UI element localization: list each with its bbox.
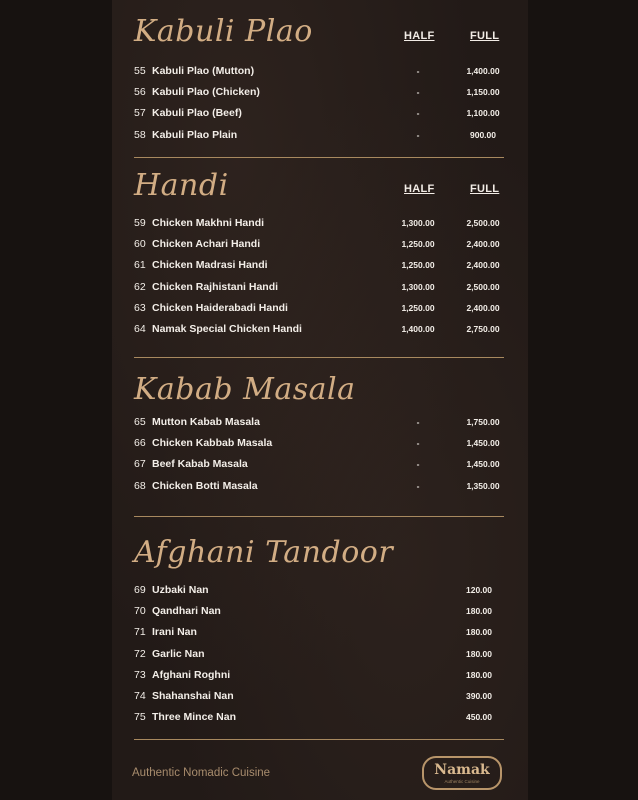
item-number: 56 [134,86,146,99]
menu-item [134,601,506,622]
menu-item [134,234,506,255]
menu-item [134,319,506,340]
item-name: Irani Nan [152,626,197,639]
menu-item [134,255,506,276]
item-name: Shahanshai Nan [152,689,234,702]
menu-item [134,125,506,146]
right-margin [528,0,638,800]
section-divider [134,739,504,740]
section-divider [134,516,504,517]
item-price: 180.00 [466,648,492,659]
item-full-price: 2,400.00 [466,239,500,250]
item-number: 63 [134,301,146,314]
menu-item [134,686,506,707]
item-number: 66 [134,437,146,450]
item-half-price: 1,400.00 [401,323,435,334]
item-number: 61 [134,259,146,272]
menu-item [134,665,506,686]
menu-item [134,454,506,475]
item-number: 70 [134,605,146,618]
item-half-price: - [416,438,420,449]
item-number: 71 [134,626,146,639]
logo-subtext: Authentic Cuisine [444,779,480,784]
item-full-price: 2,750.00 [466,323,500,334]
item-number: 73 [134,668,146,681]
item-half-price: - [416,480,420,491]
item-name: Chicken Makhni Handi [152,217,265,229]
item-number: 60 [134,238,146,251]
item-price: 180.00 [466,669,492,680]
item-price: 180.00 [466,606,492,617]
menu-item [134,644,506,665]
item-number: 58 [134,128,146,141]
left-margin [0,0,112,800]
item-price: 120.00 [466,585,492,595]
item-name: Kabuli Plao (Chicken) [152,86,260,99]
item-half-price: 1,250.00 [401,239,435,250]
full-column-header: FULL [470,183,500,195]
section-afghani-tandoor [134,535,506,735]
item-name: Chicken Haiderabadi Handi [152,301,288,314]
menu-item [134,412,506,433]
item-name: Chicken Botti Masala [152,479,258,492]
item-price: 390.00 [466,690,492,701]
section-title: Afghani Tandoor [134,535,394,570]
item-full-price: 1,150.00 [466,87,500,98]
item-name: Qandhari Nan [152,605,221,618]
item-half-price: 1,300.00 [401,218,435,228]
item-number: 75 [134,711,146,724]
section-divider [134,157,504,158]
half-column-header: HALF [404,30,435,42]
item-full-price: 2,500.00 [466,218,500,228]
item-name: Chicken Madrasi Handi [152,259,268,272]
item-number: 74 [134,689,146,702]
menu-item [134,622,506,643]
item-number: 62 [134,280,146,293]
item-half-price: - [416,129,420,140]
item-number: 65 [134,416,146,428]
item-number: 69 [134,584,146,596]
logo-text: Namak [434,762,490,778]
item-name: Namak Special Chicken Handi [152,322,302,335]
item-half-price: 1,250.00 [401,260,435,271]
item-number: 59 [134,217,146,229]
menu-item [134,707,506,728]
item-number: 68 [134,479,146,492]
item-name: Mutton Kabab Masala [152,416,260,428]
menu-item [134,61,506,82]
item-half-price: - [416,108,420,119]
item-full-price: 1,750.00 [466,417,500,427]
item-name: Chicken Kabbab Masala [152,437,273,450]
item-full-price: 2,400.00 [466,302,500,313]
item-name: Beef Kabab Masala [152,458,248,471]
item-name: Chicken Rajhistani Handi [152,280,279,293]
item-name: Kabuli Plao Plain [152,128,238,141]
item-number: 67 [134,458,146,471]
item-half-price: - [416,87,420,98]
tagline: Authentic Nomadic Cuisine [132,767,271,779]
item-number: 57 [134,107,146,120]
menu-item [134,298,506,319]
item-name: Kabuli Plao (Beef) [152,107,242,120]
section-kabuli-plao [134,14,506,144]
item-full-price: 2,400.00 [466,260,500,271]
item-full-price: 900.00 [470,129,496,140]
namak-logo [422,756,502,790]
section-title: Kabab Masala [134,372,356,407]
section-handi [134,168,506,348]
item-full-price: 1,350.00 [466,480,500,491]
menu-item [134,580,506,601]
item-full-price: 1,100.00 [466,108,500,119]
item-full-price: 1,450.00 [466,459,500,470]
menu-item [134,277,506,298]
item-name: Kabuli Plao (Mutton) [152,65,255,77]
item-number: 72 [134,647,146,660]
menu-item [134,433,506,454]
item-number: 55 [134,65,146,77]
section-title: Kabuli Plao [134,14,313,49]
menu-item [134,103,506,124]
item-full-price: 1,400.00 [466,66,500,76]
item-half-price: - [416,66,420,76]
section-title: Handi [134,168,229,203]
section-divider [134,357,504,358]
item-name: Three Mince Nan [152,711,237,724]
item-price: 450.00 [466,712,492,723]
item-half-price: - [416,417,420,427]
item-half-price: 1,250.00 [401,302,435,313]
item-price: 180.00 [466,627,492,638]
item-name: Chicken Achari Handi [152,238,261,251]
full-column-header: FULL [470,30,500,42]
item-full-price: 1,450.00 [466,438,500,449]
item-half-price: - [416,459,420,470]
menu-item [134,82,506,103]
item-name: Afghani Roghni [152,668,231,681]
item-half-price: 1,300.00 [401,281,435,292]
menu-item [134,476,506,497]
section-kabab-masala [134,372,506,502]
menu-item [134,213,506,234]
item-name: Uzbaki Nan [152,584,209,596]
item-name: Garlic Nan [152,647,205,660]
item-number: 64 [134,322,146,335]
half-column-header: HALF [404,183,435,195]
item-full-price: 2,500.00 [466,281,500,292]
